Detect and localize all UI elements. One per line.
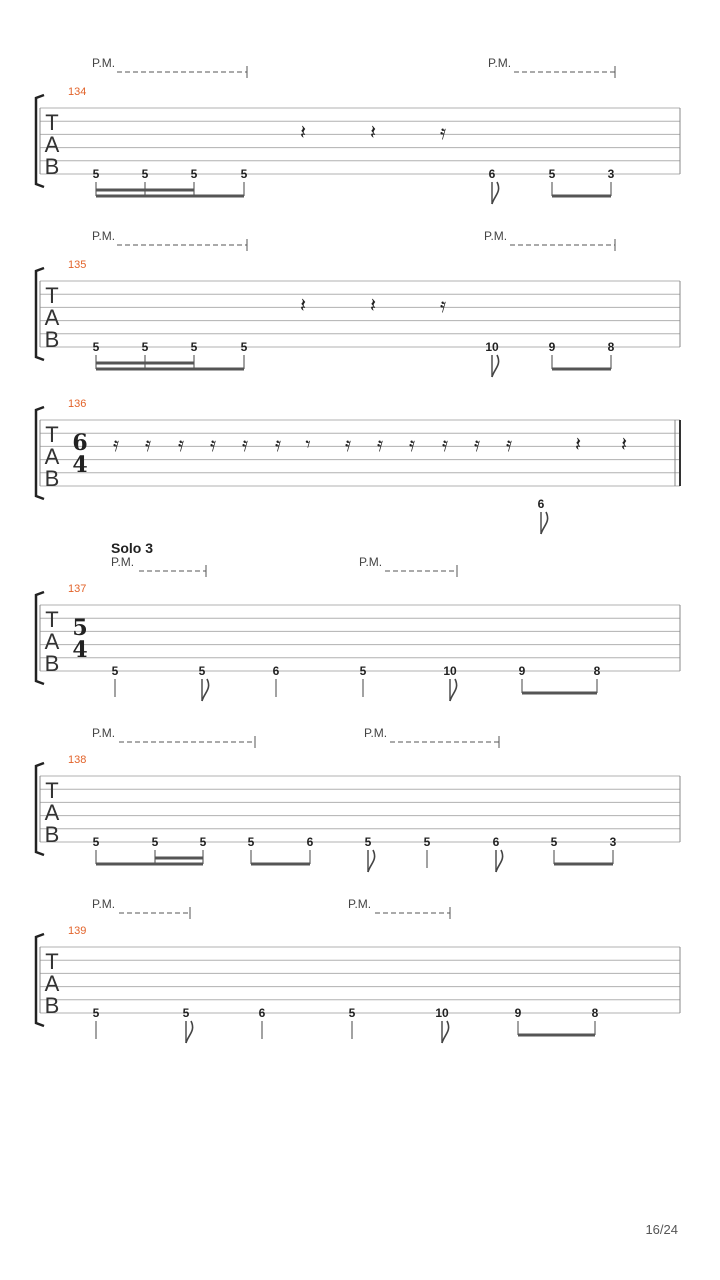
tab-clef-b: B bbox=[44, 993, 60, 1018]
palm-mute-label: P.M. bbox=[348, 897, 372, 911]
tab-clef-t: T bbox=[45, 422, 59, 447]
sixteenth-rest: 𝄿 bbox=[209, 432, 217, 456]
measure-number: 134 bbox=[68, 86, 87, 98]
note-flag bbox=[442, 1021, 449, 1043]
note-flag bbox=[368, 850, 375, 872]
sixteenth-rest: 𝄿 bbox=[376, 432, 384, 456]
palm-mute-label: P.M. bbox=[484, 229, 508, 243]
tab-clef-a: A bbox=[44, 629, 60, 654]
page-number: 16/24 bbox=[645, 1222, 678, 1237]
quarter-rest: 𝄽 bbox=[369, 120, 377, 144]
fret-number: 5 bbox=[240, 167, 248, 181]
sixteenth-rest: 𝄿 bbox=[274, 432, 282, 456]
fret-number: 10 bbox=[485, 340, 499, 354]
fret-number: 5 bbox=[550, 835, 558, 849]
fret-number: 5 bbox=[199, 835, 207, 849]
sixteenth-rest: 𝄿 bbox=[408, 432, 416, 456]
tab-clef-a: A bbox=[44, 971, 60, 996]
fret-number: 5 bbox=[141, 340, 149, 354]
palm-mute-label: P.M. bbox=[92, 897, 116, 911]
fret-number: 5 bbox=[198, 664, 206, 678]
quarter-rest: 𝄽 bbox=[299, 120, 307, 144]
eighth-rest: 𝄾 bbox=[305, 432, 311, 456]
measure-number: 138 bbox=[68, 754, 87, 766]
note-flag bbox=[541, 512, 548, 534]
fret-number: 8 bbox=[607, 340, 615, 354]
sixteenth-rest: 𝄿 bbox=[344, 432, 352, 456]
fret-number: 6 bbox=[258, 1006, 266, 1020]
fret-number: 9 bbox=[548, 340, 556, 354]
fret-number: 3 bbox=[607, 167, 615, 181]
tab-clef-t: T bbox=[45, 778, 59, 803]
quarter-rest: 𝄽 bbox=[299, 293, 307, 317]
fret-number: 10 bbox=[435, 1006, 449, 1020]
fret-number: 5 bbox=[190, 340, 198, 354]
palm-mute-label: P.M. bbox=[364, 726, 388, 740]
fret-number: 5 bbox=[92, 167, 100, 181]
fret-number: 5 bbox=[141, 167, 149, 181]
quarter-rest: 𝄽 bbox=[620, 432, 628, 456]
quarter-rest: 𝄽 bbox=[574, 432, 582, 456]
tab-clef-b: B bbox=[44, 466, 60, 491]
quarter-rest: 𝄽 bbox=[369, 293, 377, 317]
tab-clef-t: T bbox=[45, 949, 59, 974]
fret-number: 5 bbox=[92, 340, 100, 354]
fret-number: 5 bbox=[247, 835, 255, 849]
tab-clef-t: T bbox=[45, 283, 59, 308]
fret-number: 5 bbox=[359, 664, 367, 678]
sixteenth-rest: 𝄿 bbox=[505, 432, 513, 456]
fret-number: 5 bbox=[240, 340, 248, 354]
fret-number: 3 bbox=[609, 835, 617, 849]
sixteenth-rest: 𝄿 bbox=[441, 432, 449, 456]
fret-number: 5 bbox=[182, 1006, 190, 1020]
palm-mute-label: P.M. bbox=[488, 56, 512, 70]
fret-number: 9 bbox=[518, 664, 526, 678]
note-flag bbox=[492, 355, 499, 377]
time-signature-top: 6 bbox=[72, 430, 88, 456]
sixteenth-rest: 𝄿 bbox=[439, 293, 447, 317]
tab-clef-t: T bbox=[45, 607, 59, 632]
tab-clef-a: A bbox=[44, 444, 60, 469]
note-flag bbox=[496, 850, 503, 872]
fret-number: 9 bbox=[514, 1006, 522, 1020]
palm-mute-label: P.M. bbox=[92, 726, 116, 740]
sixteenth-rest: 𝄿 bbox=[177, 432, 185, 456]
palm-mute-label: P.M. bbox=[92, 229, 116, 243]
fret-number: 5 bbox=[92, 835, 100, 849]
fret-number: 5 bbox=[364, 835, 372, 849]
tab-clef-a: A bbox=[44, 132, 60, 157]
palm-mute-label: P.M. bbox=[111, 555, 135, 569]
fret-number: 5 bbox=[92, 1006, 100, 1020]
sixteenth-rest: 𝄿 bbox=[241, 432, 249, 456]
time-signature-bottom: 4 bbox=[72, 637, 88, 663]
fret-number: 6 bbox=[272, 664, 280, 678]
tab-clef-b: B bbox=[44, 327, 60, 352]
fret-number: 6 bbox=[306, 835, 314, 849]
fret-number: 5 bbox=[548, 167, 556, 181]
tab-clef-b: B bbox=[44, 651, 60, 676]
tab-clef-b: B bbox=[44, 822, 60, 847]
fret-number: 5 bbox=[190, 167, 198, 181]
fret-number: 5 bbox=[151, 835, 159, 849]
time-signature-top: 5 bbox=[72, 615, 88, 641]
fret-number: 10 bbox=[443, 664, 457, 678]
measure-number: 135 bbox=[68, 259, 87, 271]
section-label: Solo 3 bbox=[111, 540, 154, 556]
sixteenth-rest: 𝄿 bbox=[112, 432, 120, 456]
palm-mute-label: P.M. bbox=[92, 56, 116, 70]
tab-clef-b: B bbox=[44, 154, 60, 179]
fret-number: 6 bbox=[537, 497, 545, 511]
note-flag bbox=[492, 182, 499, 204]
fret-number: 5 bbox=[423, 835, 431, 849]
tab-clef-a: A bbox=[44, 800, 60, 825]
palm-mute-label: P.M. bbox=[359, 555, 383, 569]
fret-number: 8 bbox=[591, 1006, 599, 1020]
measure-number: 137 bbox=[68, 583, 87, 595]
fret-number: 8 bbox=[593, 664, 601, 678]
note-flag bbox=[186, 1021, 193, 1043]
measure-number: 139 bbox=[68, 925, 87, 937]
fret-number: 5 bbox=[348, 1006, 356, 1020]
note-flag bbox=[202, 679, 209, 701]
tab-clef-t: T bbox=[45, 110, 59, 135]
sixteenth-rest: 𝄿 bbox=[439, 120, 447, 144]
fret-number: 5 bbox=[111, 664, 119, 678]
measure-number: 136 bbox=[68, 398, 87, 410]
sixteenth-rest: 𝄿 bbox=[144, 432, 152, 456]
note-flag bbox=[450, 679, 457, 701]
fret-number: 6 bbox=[488, 167, 496, 181]
sixteenth-rest: 𝄿 bbox=[473, 432, 481, 456]
time-signature-bottom: 4 bbox=[72, 452, 88, 478]
tab-clef-a: A bbox=[44, 305, 60, 330]
fret-number: 6 bbox=[492, 835, 500, 849]
